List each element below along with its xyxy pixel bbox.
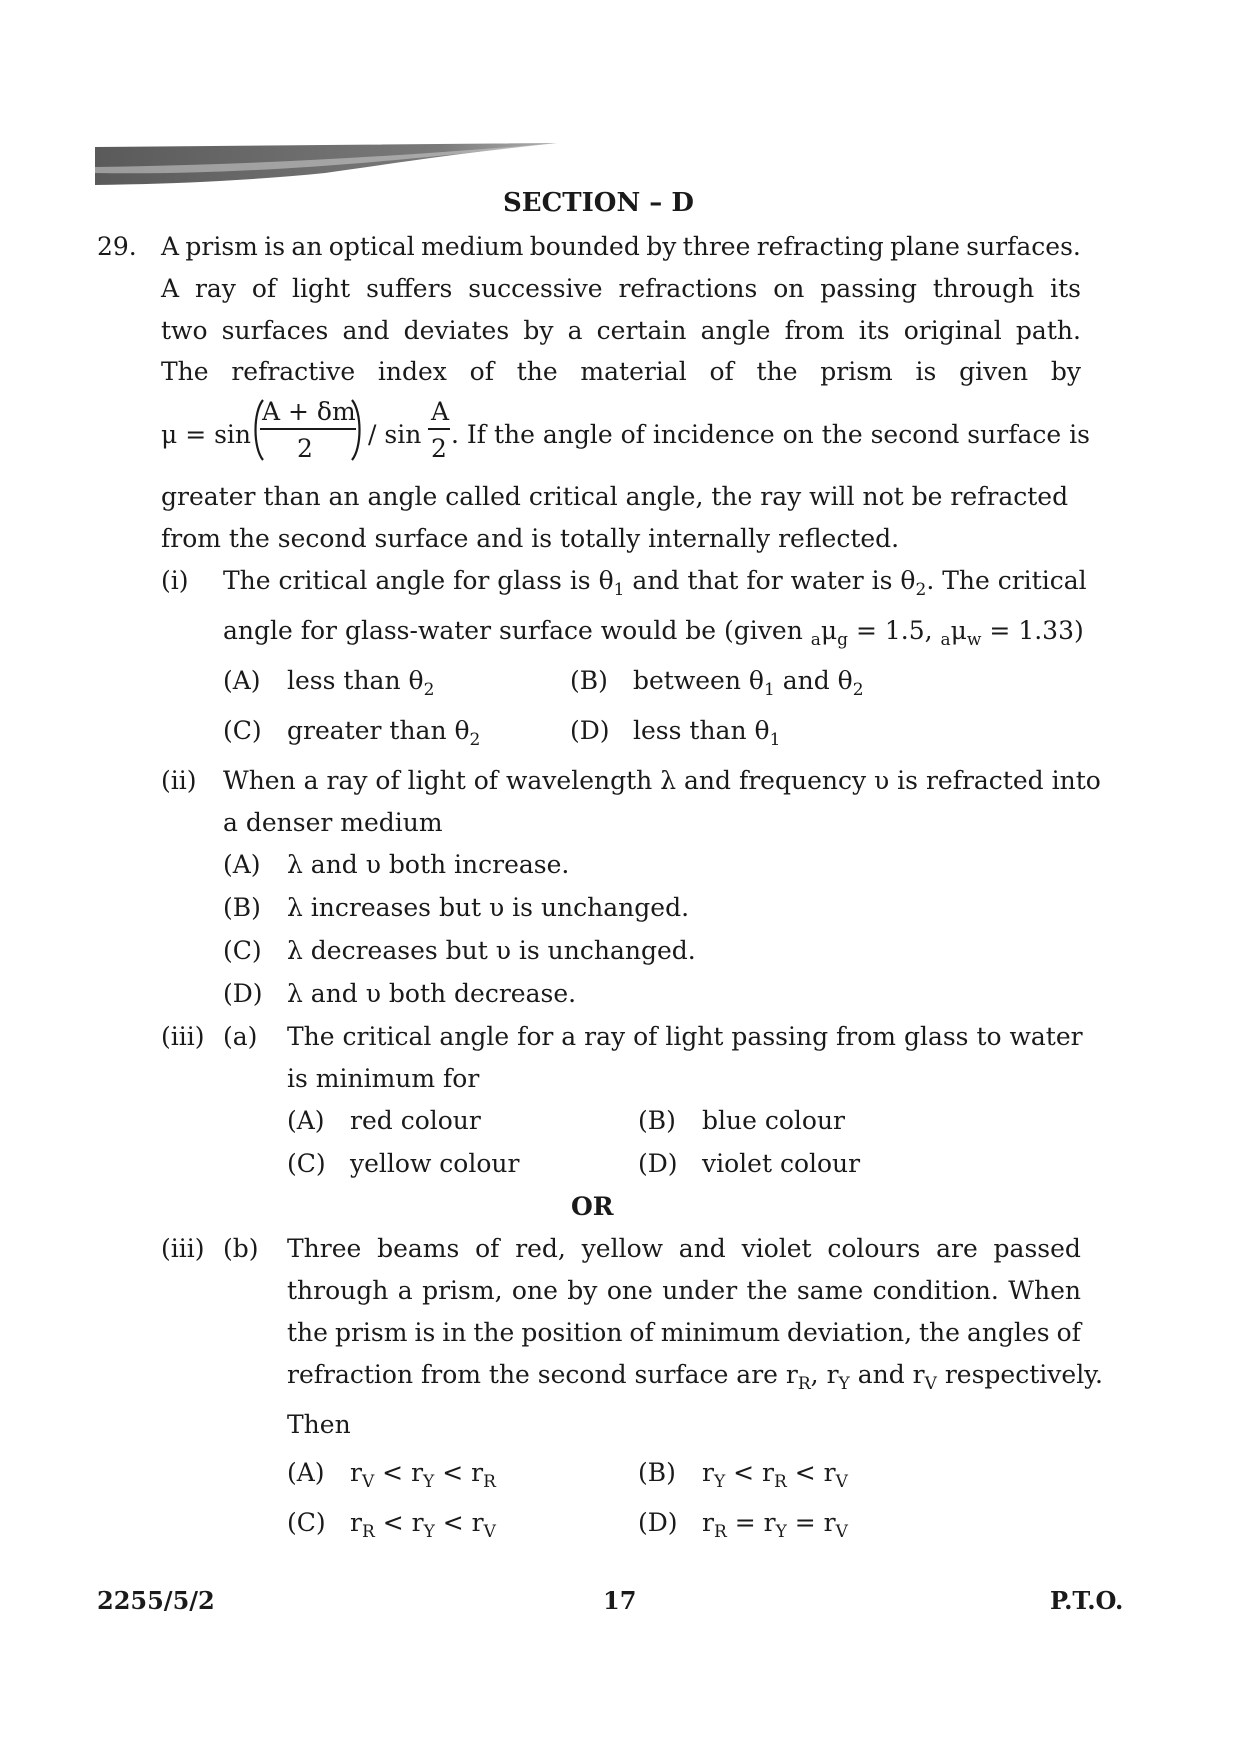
word: is <box>915 357 937 386</box>
word: angle <box>700 316 771 345</box>
word: deviation, <box>787 1318 913 1347</box>
part-iii-a-line1: The critical angle for a ray of light passing from glass to water <box>287 1022 1083 1051</box>
intro-line <box>161 318 1081 343</box>
option-text[interactable]: $r_Y < r_R < r_V$ <box>702 1458 848 1492</box>
word: refractions <box>618 274 758 303</box>
word: suffers <box>366 274 453 303</box>
word: is <box>264 232 286 261</box>
word: minimum <box>660 1318 781 1347</box>
option-text[interactable]: red colour <box>350 1106 481 1135</box>
word: same <box>796 1276 864 1305</box>
word: are <box>936 1234 978 1263</box>
word: under <box>662 1276 738 1305</box>
word: of <box>475 1234 500 1263</box>
word: prism <box>334 1318 408 1347</box>
part-iii-b-line <box>287 1320 1081 1345</box>
option-label: (B) <box>638 1106 676 1135</box>
word: surfaces. <box>966 232 1081 261</box>
option-text[interactable]: less than $\theta_2$ <box>287 666 435 700</box>
option-text[interactable]: between $\theta_1$ and $\theta_2$ <box>633 666 864 700</box>
intro-line <box>161 359 1081 384</box>
word: optical <box>328 232 415 261</box>
formula-after-text: . If the angle of incidence on the second surface is <box>451 420 1090 449</box>
option-label: (A) <box>223 666 261 695</box>
option-label: (B) <box>570 666 608 695</box>
word: through <box>932 274 1035 303</box>
word: a <box>567 316 583 345</box>
word: prism <box>820 357 893 386</box>
option-label: (D) <box>570 716 610 745</box>
option-text[interactable]: less than $\theta_1$ <box>633 716 781 750</box>
formula-small-numerator: A <box>431 397 450 426</box>
word: light <box>292 274 351 303</box>
part-i-line2: angle for glass-water surface would be (given $_a\mu_g = 1.5$, $_a\mu_w = 1.33$) <box>223 616 1084 650</box>
option-label: (D) <box>223 979 263 1008</box>
word: successive <box>468 274 603 303</box>
option-text[interactable]: λ and υ both decrease. <box>287 979 577 1008</box>
word: the <box>516 357 558 386</box>
word: position <box>521 1318 623 1347</box>
word: of <box>469 357 494 386</box>
word: plane <box>890 232 960 261</box>
part-iii-b-sublabel: (b) <box>223 1234 259 1263</box>
formula-lhs: μ = sin <box>161 420 252 449</box>
word: in <box>442 1318 467 1347</box>
page-number: 17 <box>603 1586 637 1615</box>
word: one <box>511 1276 558 1305</box>
option-text[interactable]: blue colour <box>702 1106 845 1135</box>
word: of <box>1056 1318 1081 1347</box>
word: colours <box>827 1234 921 1263</box>
part-iii-a-sublabel: (a) <box>223 1022 258 1051</box>
section-title: SECTION – D <box>503 188 694 218</box>
option-label: (A) <box>287 1458 325 1487</box>
option-label: (C) <box>287 1149 326 1178</box>
word: a <box>397 1276 413 1305</box>
word: medium <box>421 232 524 261</box>
part-i-line1: The critical angle for glass is $\theta_1$ and that for water is $\theta_2$. The critical <box>223 566 1087 600</box>
part-iii-a-label: (iii) <box>161 1022 205 1051</box>
word: A <box>161 274 180 303</box>
option-label: (C) <box>223 716 262 745</box>
word: the <box>746 1276 788 1305</box>
word: beams <box>377 1234 460 1263</box>
word: passed <box>993 1234 1081 1263</box>
word: on <box>773 274 805 303</box>
option-label: (A) <box>287 1106 325 1135</box>
intro-line <box>161 234 1081 259</box>
option-text[interactable]: yellow colour <box>350 1149 520 1178</box>
formula-numerator: A + δm <box>262 397 356 426</box>
word: three <box>682 232 751 261</box>
part-ii-label: (ii) <box>161 766 197 795</box>
option-label: (C) <box>287 1508 326 1537</box>
word: ray <box>194 274 236 303</box>
part-iii-a-line2: is minimum for <box>287 1064 480 1093</box>
option-label: (A) <box>223 850 261 879</box>
word: refractive <box>231 357 356 386</box>
option-text[interactable]: λ decreases but υ is unchanged. <box>287 936 696 965</box>
word: through <box>287 1276 389 1305</box>
formula-small-denominator: 2 <box>431 434 447 463</box>
question-number: 29. <box>97 232 137 261</box>
word: condition. <box>872 1276 999 1305</box>
word: violet <box>741 1234 812 1263</box>
word: by <box>523 316 554 345</box>
word: and <box>678 1234 726 1263</box>
word: the <box>756 357 798 386</box>
option-label: (B) <box>638 1458 676 1487</box>
part-i-label: (i) <box>161 566 189 595</box>
word: the <box>473 1318 515 1347</box>
word: surfaces <box>221 316 329 345</box>
part-iii-b-label: (iii) <box>161 1234 205 1263</box>
option-text[interactable]: greater than $\theta_2$ <box>287 716 481 750</box>
word: The <box>161 357 209 386</box>
word: prism, <box>422 1276 503 1305</box>
word: its <box>858 316 890 345</box>
word: bounded <box>529 232 640 261</box>
part-ii-line1: When a ray of light of wavelength λ and frequency υ is refracted into <box>223 766 1101 795</box>
word: one <box>606 1276 653 1305</box>
word: and <box>342 316 390 345</box>
option-text[interactable]: λ and υ both increase. <box>287 850 570 879</box>
header-band <box>95 143 557 185</box>
pto-label: P.T.O. <box>1050 1586 1124 1615</box>
word: of <box>629 1318 654 1347</box>
word: When <box>1008 1276 1081 1305</box>
word: Three <box>287 1234 362 1263</box>
word: path. <box>1015 316 1081 345</box>
word: an <box>291 232 323 261</box>
option-label: (D) <box>638 1508 678 1537</box>
fraction-bar <box>260 428 356 430</box>
word: of <box>251 274 277 303</box>
option-text[interactable]: $r_V < r_Y < r_R$ <box>350 1458 496 1492</box>
option-text[interactable]: $r_R = r_Y = r_V$ <box>702 1508 848 1542</box>
option-label: (B) <box>223 893 261 922</box>
word: by <box>646 232 677 261</box>
word: prism <box>185 232 258 261</box>
formula-denominator: 2 <box>297 434 313 463</box>
option-label: (D) <box>638 1149 678 1178</box>
right-paren-icon <box>350 398 366 462</box>
word: given <box>959 357 1029 386</box>
para2-line1: greater than an angle called critical angle, the ray will not be refracted <box>161 482 1069 511</box>
word: from <box>784 316 845 345</box>
word: refracting <box>756 232 884 261</box>
para2-line2: from the second surface and is totally internally reflected. <box>161 524 900 553</box>
word: certain <box>596 316 687 345</box>
word: the <box>287 1318 328 1347</box>
or-separator: OR <box>571 1192 614 1221</box>
word: material <box>580 357 687 386</box>
option-text[interactable]: violet colour <box>702 1149 861 1178</box>
word: A <box>161 232 180 261</box>
word: deviates <box>403 316 510 345</box>
word: the <box>919 1318 960 1347</box>
word: is <box>414 1318 436 1347</box>
word: angles <box>966 1318 1050 1347</box>
option-text[interactable]: $r_R < r_Y < r_V$ <box>350 1508 496 1542</box>
option-label: (C) <box>223 936 262 965</box>
word: passing <box>820 274 917 303</box>
part-iii-b-then: Then <box>287 1410 351 1439</box>
formula-slash-sin: / sin <box>368 420 422 449</box>
option-text[interactable]: λ increases but υ is unchanged. <box>287 893 690 922</box>
word: of <box>709 357 734 386</box>
word: by <box>567 1276 598 1305</box>
part-ii-line2: a denser medium <box>223 808 443 837</box>
intro-line <box>161 276 1081 301</box>
footer-code: 2255/5/2 <box>97 1586 215 1615</box>
small-fraction-bar <box>428 428 450 430</box>
word: red, <box>515 1234 566 1263</box>
word: its <box>1050 274 1081 303</box>
word: two <box>161 316 208 345</box>
word: index <box>377 357 447 386</box>
word: yellow <box>581 1234 664 1263</box>
word: original <box>903 316 1002 345</box>
word: by <box>1050 357 1081 386</box>
part-iii-b-line <box>287 1278 1081 1303</box>
part-iii-b-line <box>287 1236 1081 1261</box>
part-iii-b-line4: refraction from the second surface are $r_R$, $r_Y$ and $r_V$ respectively. <box>287 1360 1103 1394</box>
